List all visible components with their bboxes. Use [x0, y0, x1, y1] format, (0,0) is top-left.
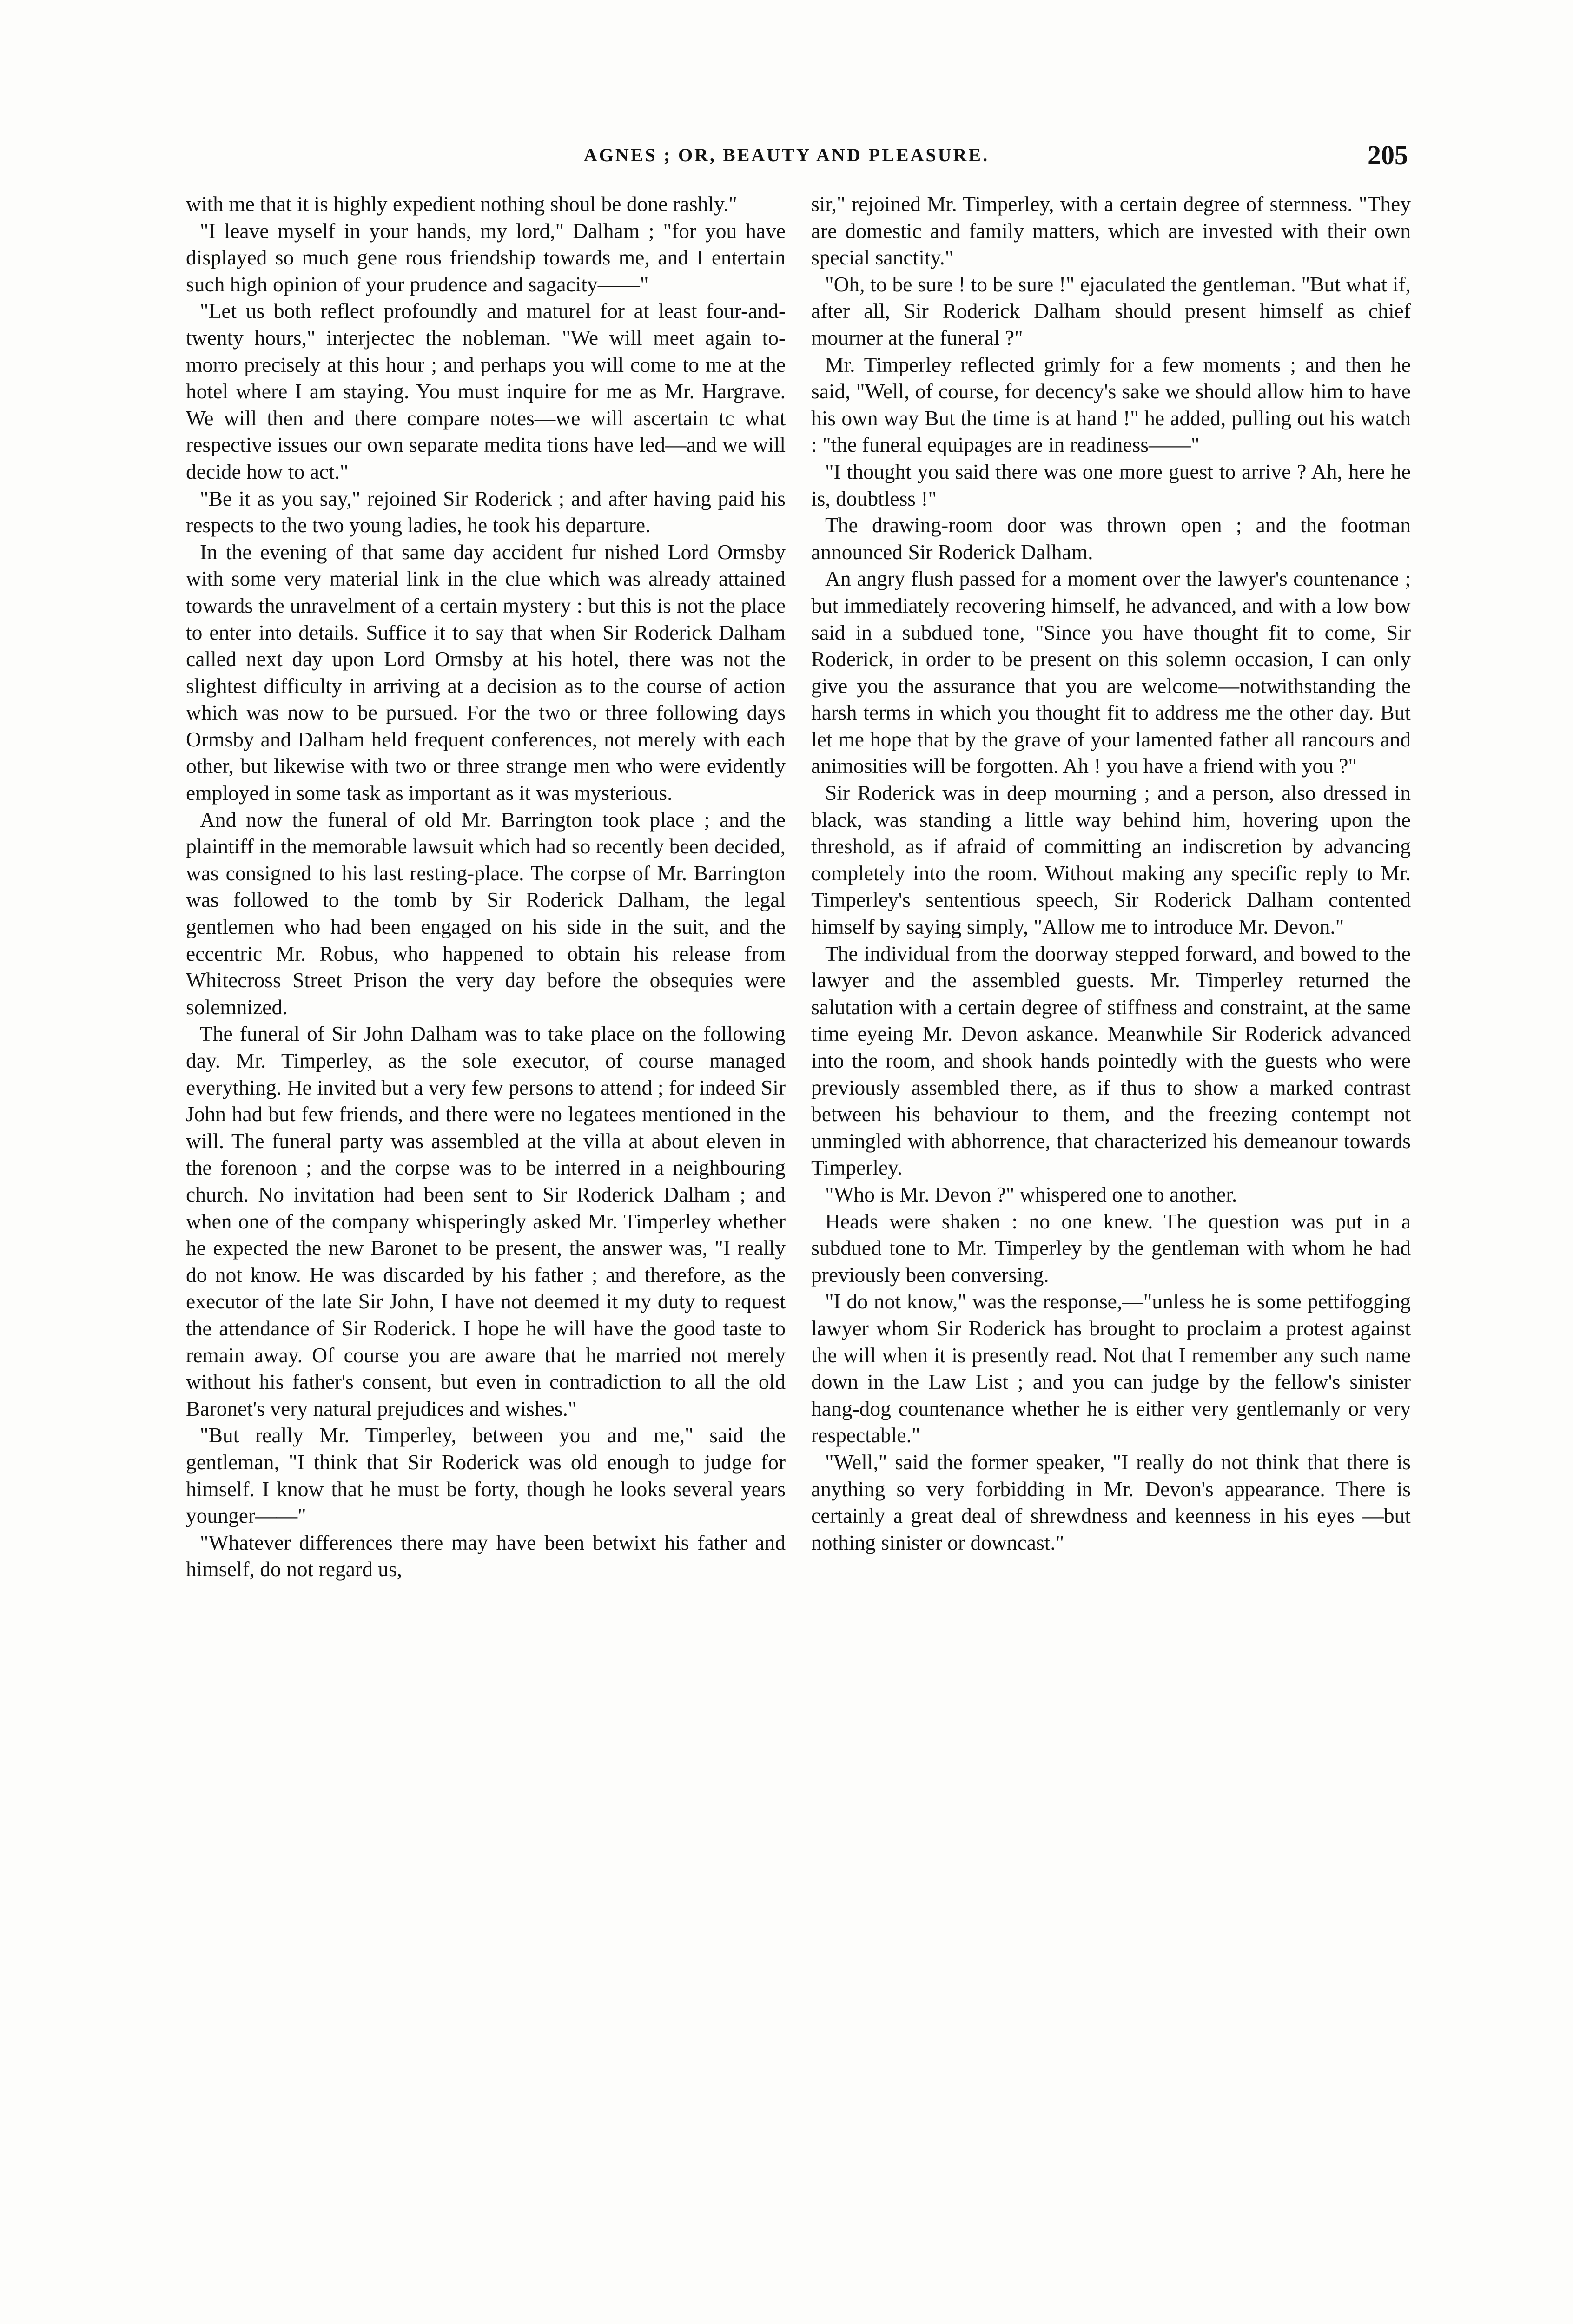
paragraph: An angry flush passed for a moment over the lawyer's countenance ; but immediately recovering himself, he advanced, and with a low bow said in a subdued tone, "Since you have thought fit to come, Sir Roderick, in order to be present on this solemn occasion, I can only give you the assurance that you are welcome—notwithstanding the harsh terms in which you thought fit to address me the other day. But let me hope that by the grave of your lamented father all rancours and animosities will be forgotten. Ah ! you have a friend with you ?" — [811, 567, 1411, 778]
paragraph: "But really Mr. Timperley, between you and me," said the gentleman, "I think that Sir Roderick was old enough to judge for himself. I know that he must be forty, though he looks several years younger——" — [186, 1423, 786, 1528]
running-title: AGNES ; OR, BEAUTY AND PLEASURE. — [583, 145, 990, 165]
paragraph: "Oh, to be sure ! to be sure !" ejaculated the gentleman. "But what if, after all, Sir Roderick Dalham should present himself as chief mourner at the funeral ?" — [811, 272, 1411, 350]
running-head — [0, 139, 1573, 177]
page-number: 205 — [1368, 140, 1408, 170]
paragraph: "Let us both reflect profoundly and maturel for at least four-and-twenty hours," interjectec the nobleman. "We will meet again to-morro precisely at this hour ; and perhaps you will come to me at the hotel where I am staying. You must inquire for me as Mr. Hargrave. We will then and there compare notes—we will ascertain tc what respective issues our own separate medita tions have led—and we will decide how to act." — [186, 299, 786, 483]
paragraph: The individual from the doorway stepped forward, and bowed to the lawyer and the assembled guests. Mr. Timperley returned the salutation with a certain degree of stiffness and constraint, at the same time eyeing Mr. Devon askance. Meanwhile Sir Roderick advanced into the room, and shook hands pointedly with the guests who were previously assembled there, as if thus to show a marked contrast between his behaviour to them, and the freezing contempt not unmingled with abhorrence, that characterized his demeanour towards Timperley. — [811, 941, 1411, 1180]
paragraph: And now the funeral of old Mr. Barrington took place ; and the plaintiff in the memorable lawsuit which had so recently been decided, was consigned to his last resting-place. The corpse of Mr. Barrington was followed to the tomb by Sir Roderick Dalham, the legal gentlemen who had been engaged on his side in the suit, and the eccentric Mr. Robus, who happened to obtain his release from Whitecross Street Prison the very day before the obsequies were solemnized. — [186, 807, 786, 1019]
paragraph: Heads were shaken : no one knew. The question was put in a subdued tone to Mr. Timperley by the gentleman with whom he had previously been conversing. — [811, 1209, 1411, 1287]
paragraph: Mr. Timperley reflected grimly for a few moments ; and then he said, "Well, of course, for decency's sake we should allow him to have his own way But the time is at hand !" he added, pulling out his watch : "the funeral equipages are in readiness——" — [811, 352, 1411, 457]
paragraph: The funeral of Sir John Dalham was to take place on the following day. Mr. Timperley, as the sole executor, of course managed everything. He invited but a very few persons to attend ; for indeed Sir John had but few friends, and there were no legatees mentioned in the will. The funeral party was assembled at the villa at about eleven in the forenoon ; and the corpse was to be interred in a neighbouring church. No invitation had been sent to Sir Roderick Dalham ; and when one of the company whisperingly asked Mr. Timperley whether he expected the new Baronet to be present, the answer was, "I really do not know. He was discarded by his father ; and therefore, as the executor of the late Sir John, I have not deemed it my duty to request the attendance of Sir Roderick. I hope he will have the good taste to remain away. Of course you are aware that he married not merely without his father's consent, but even in contradiction to all the old Baronet's very natural prejudices and wishes." — [186, 1022, 786, 1420]
paragraph: "Be it as you say," rejoined Sir Roderick ; and after having paid his respects to the two young ladies, he took his departure. — [186, 486, 786, 537]
paragraph: sir," rejoined Mr. Timperley, with a certain degree of sternness. "They are domestic and family matters, which are invested with their own special sanctity." — [811, 192, 1411, 270]
paragraph: Sir Roderick was in deep mourning ; and a person, also dressed in black, was standing a little way behind him, hovering upon the threshold, as if afraid of committing an indiscretion by advancing completely into the room. Without making any specific reply to Mr. Timperley's sententious speech, Sir Roderick Dalham contented himself by saying simply, "Allow me to introduce Mr. Devon." — [811, 781, 1411, 939]
paragraph: The drawing-room door was thrown open ; and the footman announced Sir Roderick Dalham. — [811, 513, 1411, 564]
paragraph: with me that it is highly expedient nothing shoul be done rashly." — [186, 192, 737, 216]
paragraph: In the evening of that same day accident fur nished Lord Ormsby with some very material link in the clue which was already attained towards the unravelment of a certain mystery : but this is not the place to enter into details. Suffice it to say that when Sir Roderick Dalham called next day upon Lord Ormsby at his hotel, there was not the slightest difficulty in arriving at a decision as to the course of action which was now to be pursued. For the two or three following days Ormsby and Dalham held frequent conferences, not merely with each other, but likewise with two or three strange men who were evidently employed in some task as important as it was mysterious. — [186, 540, 786, 805]
paragraph: "Who is Mr. Devon ?" whispered one to another. — [825, 1182, 1237, 1206]
paragraph: "I do not know," was the response,—"unless he is some pettifogging lawyer whom Sir Roderick has brought to proclaim a protest against the will when it is presently read. Not that I remember any such name down in the Law List ; and you can judge by the fellow's sinister hang-dog countenance whether he is either very gentlemanly or very respectable." — [811, 1289, 1411, 1447]
paragraph: "I thought you said there was one more guest to arrive ? Ah, here he is, doubtless !" — [811, 459, 1411, 510]
paragraph: "Well," said the former speaker, "I really do not think that there is anything so very forbidding in Mr. Devon's appearance. There is certainly a great deal of shrewdness and keenness in his eyes —but nothing sinister or downcast." — [811, 1450, 1411, 1554]
paragraph: "Whatever differences there may have been betwixt his father and himself, do not regard us, — [186, 1530, 786, 1581]
right-column — [811, 191, 1411, 1556]
paragraph: "I leave myself in your hands, my lord," Dalham ; "for you have displayed so much gene rous friendship towards me, and I entertain such high opinion of your prudence and sagacity——" — [186, 218, 786, 296]
left-column — [186, 191, 786, 1583]
